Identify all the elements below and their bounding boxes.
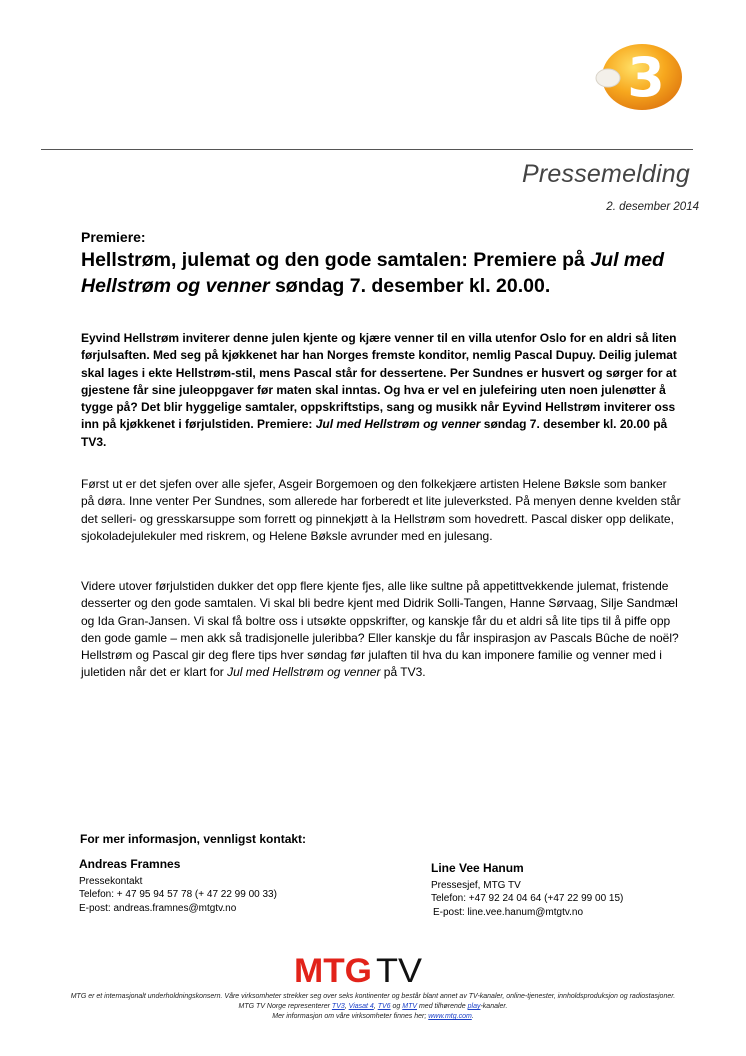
body-paragraph-3 xyxy=(81,578,681,682)
footer-line-1: MTG er et internasjonalt underholdningskonsern. Våre virksomheter strekker seg over seks kontinenter og består blant annet av TV-kanaler, online-tjenester, innholdsproduksjon og radiostasjoner. xyxy=(70,993,676,1000)
contact-email[interactable]: E-post: line.vee.hanum@mtgtv.no xyxy=(433,906,584,918)
lead-text: Eyvind Hellstrøm inviterer denne julen kjente og kjære venner til en villa utenfor Oslo for en aldri så liten førjulsaften. Med seg på kjøkkenet har han Norges fremste konditor, nemlig Pascal Dupuy. Deilig julemat skal lages i ekte Hellstrøm-stil, mens Pascal står for dessertene. Per Sundnes er husvert og sørger for at gjestene får sine juleoppgaver før maten skal inntas. Og hva er vel en julefeiring uten noen julenøtter å tygge på? Det blir hyggelige samtaler, oppskriftstips, sang og musikk når Eyvind Hellstrøm inviterer oss inn på kjøkkenet i førjulstiden. Premiere: xyxy=(81,331,677,432)
link-mtv[interactable]: MTV xyxy=(402,1003,418,1010)
headline xyxy=(81,247,671,299)
footer xyxy=(40,992,706,1022)
body-paragraph-2: Først ut er det sjefen over alle sjefer, Asgeir Borgemoen og den folkekjære artisten Helene Bøksle som banker på døra. Inne venter Per Sundnes, som allerede har forberedt et lite juleverksted. På menyen denne kvelden står det selleri- og gresskarsuppe som forrett og pinnekjøtt à la Hellstrøm som hovedrett. Pascal disker opp delikate, sjokoladejulekuler med riskrem, og Helene Bøksle avrunder med en julesang. xyxy=(81,477,681,543)
tv-logo-text: TV xyxy=(376,952,423,985)
contact-card-right xyxy=(431,862,623,919)
footer-line-2: MTG TV Norge representerer TV3, Viasat 4, TV6 og MTV med tilhørende play-kanaler. xyxy=(238,1003,508,1010)
contact-phone: Telefon: +47 92 24 04 64 (+47 22 99 00 15) xyxy=(431,893,624,904)
link-tv6[interactable]: TV6 xyxy=(377,1003,391,1010)
lead-show-title: Jul med Hellstrøm og venner xyxy=(315,417,481,432)
p3-text: Videre utover førjulstiden dukker det opp flere kjente fjes, alle like sultne på appetittvekkende julemat, fristende desserter og den gode samtalen. Vi skal bli bedre kjent med Didrik Solli-Tangen, Hanne Sørvaag, Silje Sandmæl og Ida Gran-Jansen. Vi skal få boltre oss i utsøkte oppskrifter, og kanskje får du et aldri så lite tips til å piffe opp den gode gamle – men akk så tradisjonelle juleribba? Eller kanskje du får inspirasjon av Pascals Bûche de noël? Hellstrøm og Pascal gir deg flere tips hver søndag før julaften til hva du kan imponere familie og venner med i juletiden når det er klart for xyxy=(81,579,679,680)
headline-part2: søndag 7. desember kl. 20.00. xyxy=(269,275,551,297)
header-rule xyxy=(41,149,693,150)
tv3-logo-chip xyxy=(596,69,620,87)
contact-email[interactable]: E-post: andreas.framnes@mtgtv.no xyxy=(79,902,237,914)
document-date: 2. desember 2014 xyxy=(606,201,699,213)
footer-line-3: Mer informasjon om våre virksomheter finnes her; www.mtg.com. xyxy=(272,1013,474,1020)
lead-paragraph xyxy=(81,330,681,451)
contact-phone: Telefon: + 47 95 94 57 78 (+ 47 22 99 00 33) xyxy=(79,889,277,900)
headline-part1: Hellstrøm, julemat og den gode samtalen: Premiere på xyxy=(81,249,591,271)
mtg-logo-text: MTG xyxy=(294,952,372,985)
p3-show-title: Jul med Hellstrøm og venner xyxy=(227,665,381,680)
tv3-logo-numeral: 3 xyxy=(627,46,665,109)
link-mtg-website[interactable]: www.mtg.com xyxy=(428,1013,472,1020)
tv3-logo xyxy=(592,40,684,112)
contact-card-left xyxy=(79,858,277,915)
document-type: Pressemelding xyxy=(522,160,690,188)
contact-title: Pressekontakt xyxy=(79,875,143,887)
p3-end: på TV3. xyxy=(380,665,426,680)
contact-name: Line Vee Hanum xyxy=(431,861,524,875)
link-viasat4[interactable]: Viasat 4 xyxy=(348,1003,374,1010)
link-tv3[interactable]: TV3 xyxy=(331,1003,345,1010)
link-play[interactable]: play xyxy=(467,1003,481,1010)
headline-show-title: Jul med Hellstrøm og venner xyxy=(81,249,664,297)
contact-name: Andreas Framnes xyxy=(79,857,181,871)
mtg-tv-logo xyxy=(294,951,424,985)
contact-heading: For mer informasjon, vennligst kontakt: xyxy=(80,832,307,846)
lead-end: søndag 7. desember kl. 20.00 på TV3. xyxy=(81,417,668,449)
contact-title: Pressesjef, MTG TV xyxy=(431,879,521,891)
kicker: Premiere: xyxy=(81,229,146,245)
